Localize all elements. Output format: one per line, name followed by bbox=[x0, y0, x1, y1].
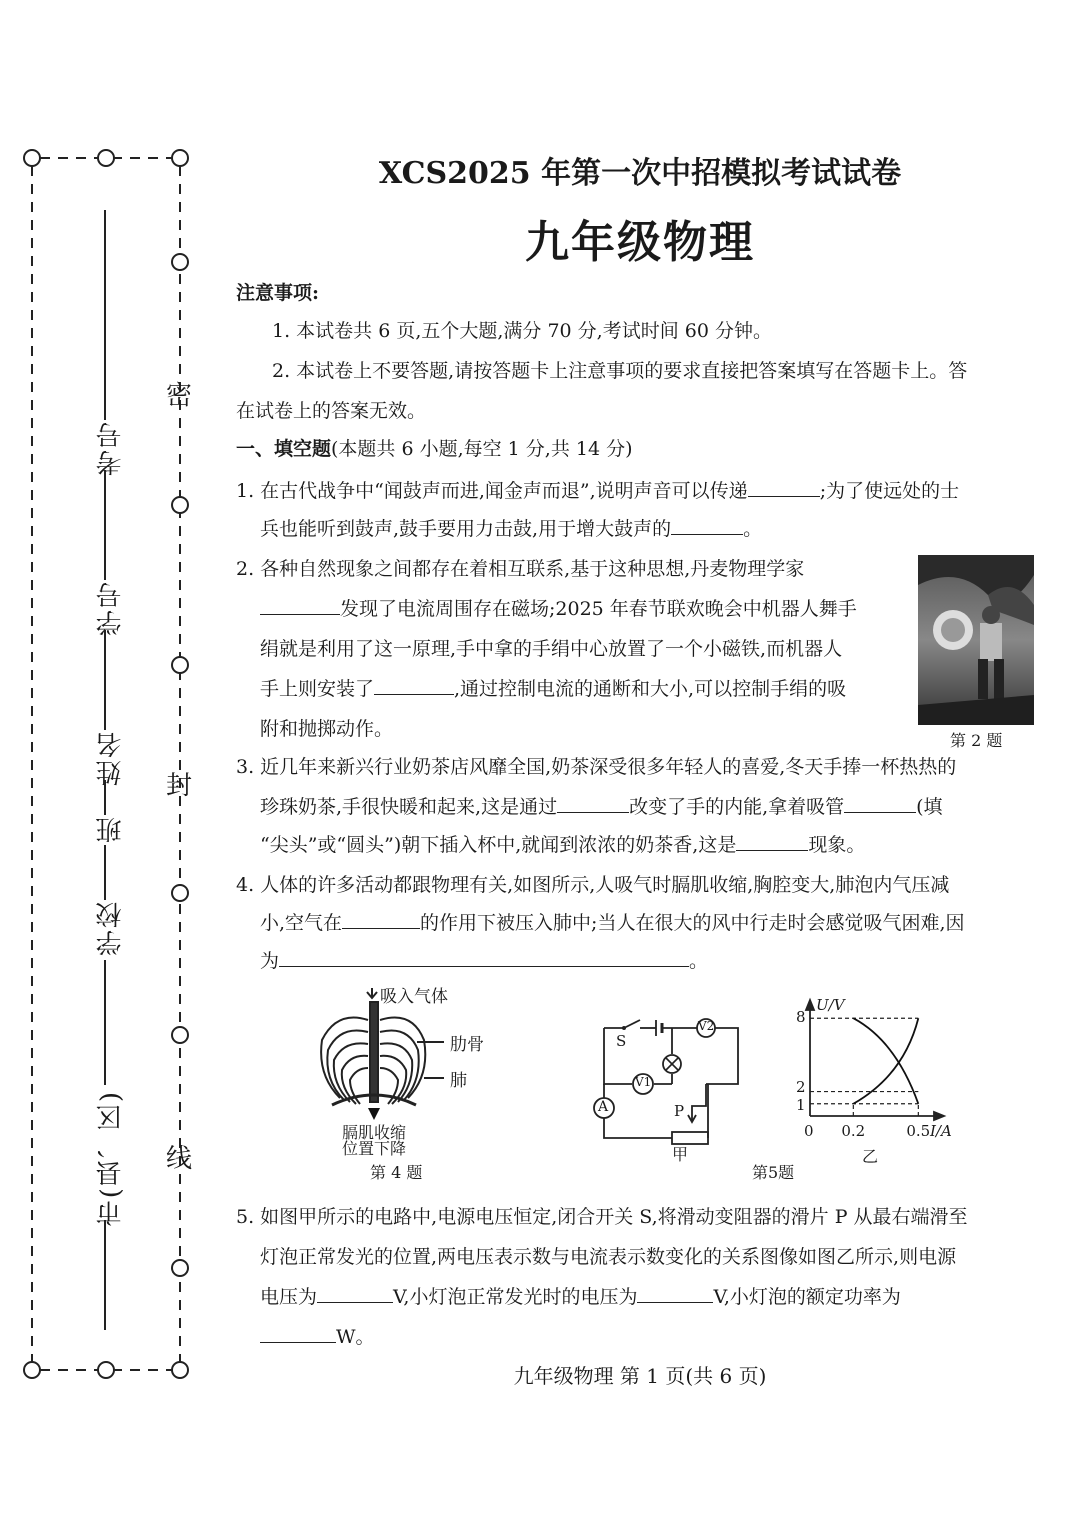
q5-line2: 灯泡正常发光的位置,两电压表示数与电流表示数变化的关系图像如图乙所示,则电源 bbox=[260, 1246, 957, 1268]
q2-text-d1: 手上则安装了 bbox=[260, 678, 375, 700]
school-line bbox=[104, 845, 106, 900]
notice-item-2: 2. 本试卷上不要答题,请按答题卡上注意事项的要求直接把答案填写在答题卡上。答 bbox=[272, 360, 968, 382]
q1-line1 bbox=[236, 476, 1044, 503]
kaohao-line bbox=[104, 210, 106, 420]
x-axis-arrow bbox=[934, 1112, 944, 1120]
y-axis-arrow bbox=[806, 1000, 814, 1010]
q3-blank-2 bbox=[844, 794, 916, 813]
notice-heading: 注意事项: bbox=[236, 282, 320, 304]
x-tick-label-0.2: 0.2 bbox=[841, 1122, 866, 1140]
q3-text-c2: 现象。 bbox=[808, 834, 866, 856]
q1-blank-2 bbox=[671, 516, 743, 535]
fig4-label-diaphragm-2: 位置下降 bbox=[342, 1139, 407, 1158]
city-line-2 bbox=[104, 1220, 106, 1330]
notice-item-1: 1. 本试卷共 6 页,五个大题,满分 70 分,考试时间 60 分钟。 bbox=[272, 320, 772, 342]
q2-text-d2: ,通过控制电流的通断和大小,可以控制手绢的吸 bbox=[454, 678, 847, 700]
fig5-graph bbox=[790, 996, 970, 1166]
q2-caption: 第 2 题 bbox=[950, 731, 1003, 750]
label-xuehao: 学号 bbox=[96, 580, 126, 636]
q4-blank-2 bbox=[279, 948, 689, 967]
label-city: 市(县、区) bbox=[96, 1090, 126, 1227]
q4-line1: 4. 人体的许多活动都跟物理有关,如图所示,人吸气时膈肌收缩,胸腔变大,肺泡内气压减 bbox=[236, 874, 950, 896]
page-footer: 九年级物理 第 1 页(共 6 页) bbox=[513, 1364, 767, 1388]
q1-line2 bbox=[260, 514, 1068, 541]
label-name: 姓名 bbox=[96, 730, 126, 786]
q4-blank-1 bbox=[342, 910, 420, 929]
seal-char-mi: 密 bbox=[166, 381, 193, 411]
voltmeter-v1-label: V1 bbox=[635, 1075, 652, 1089]
x-axis-label: I/A bbox=[930, 1122, 952, 1140]
q4-text-b2: 的作用下被压入肺中;当人在很大的风中行走时会感觉吸气困难,因 bbox=[420, 912, 965, 934]
q3-text-b2: 改变了手的内能,拿着吸管 bbox=[629, 796, 845, 818]
q2-line1: 2. 各种自然现象之间都存在着相互联系,基于这种思想,丹麦物理学家 bbox=[236, 558, 805, 580]
q2-line5: 附和抛掷动作。 bbox=[260, 718, 394, 740]
q3-text-c1: “尖头”或“圆头”)朝下插入杯中,就闻到浓浓的奶茶香,这是 bbox=[260, 834, 737, 856]
q3-blank-3 bbox=[736, 832, 808, 851]
binding-strip bbox=[0, 0, 200, 1527]
q2-line2 bbox=[260, 594, 910, 621]
q5-text-c3: V,小灯泡的额定功率为 bbox=[713, 1286, 901, 1308]
class-line bbox=[104, 780, 106, 815]
q5-blank-3 bbox=[260, 1324, 336, 1343]
q2-blank-1 bbox=[260, 596, 340, 615]
y-tick-label-2: 2 bbox=[796, 1077, 806, 1096]
q5-line3 bbox=[260, 1282, 1068, 1309]
switch-label: S bbox=[616, 1032, 627, 1050]
label-kaohao: 考号 bbox=[96, 420, 126, 476]
q3-blank-1 bbox=[557, 794, 629, 813]
y-axis-label: U/V bbox=[816, 996, 845, 1014]
seal-char-feng: 封 bbox=[166, 771, 193, 801]
xuehao-line bbox=[104, 470, 106, 580]
subject-title: 九年级物理 bbox=[525, 217, 755, 268]
q3-line2 bbox=[260, 792, 1068, 819]
q2-robot-photo bbox=[918, 555, 1034, 725]
fig5-circuit bbox=[580, 1010, 750, 1160]
q5-text-c2: V,小灯泡正常发光时的电压为 bbox=[393, 1286, 638, 1308]
series-line-2 bbox=[853, 1018, 918, 1104]
q4-text-b1: 小,空气在 bbox=[260, 912, 343, 934]
voltmeter-v2-label: V2 bbox=[698, 1019, 715, 1033]
section-heading bbox=[236, 434, 1044, 461]
q1-text-b: ;为了使远处的士 bbox=[819, 480, 960, 502]
ammeter-label: A bbox=[598, 1099, 609, 1115]
fig4-ribcage bbox=[312, 980, 502, 1180]
q4-text-c1: 为 bbox=[260, 950, 280, 972]
q5-blank-2 bbox=[637, 1284, 713, 1303]
slider-label: P bbox=[674, 1102, 685, 1120]
exam-title: XCS2025 年第一次中招模拟考试试卷 bbox=[378, 156, 902, 191]
section-title: 一、填空题 bbox=[236, 438, 332, 460]
name-line bbox=[104, 630, 106, 730]
fig4-label-diaphragm-1: 膈肌收缩 bbox=[342, 1123, 407, 1142]
y-tick-label-1: 1 bbox=[796, 1095, 806, 1114]
q5-blank-1 bbox=[317, 1284, 393, 1303]
q3-line3 bbox=[260, 830, 1068, 857]
fig4-label-lung: 肺 bbox=[450, 1071, 467, 1091]
fig4-caption: 第 4 题 bbox=[370, 1163, 423, 1182]
q4-text-c2: 。 bbox=[689, 950, 709, 972]
q3-text-b1: 珍珠奶茶,手很快暖和起来,这是通过 bbox=[260, 796, 558, 818]
q4-line2 bbox=[260, 908, 1068, 935]
fig4-label-rib: 肋骨 bbox=[450, 1035, 484, 1055]
q5-text-c1: 电压为 bbox=[260, 1286, 318, 1308]
q1-blank-1 bbox=[748, 478, 820, 497]
series-line-1 bbox=[853, 1018, 918, 1104]
q3-text-b3: (填 bbox=[916, 796, 943, 818]
fig5-label-jia: 甲 bbox=[672, 1145, 689, 1164]
q1-text-d: 。 bbox=[743, 518, 763, 540]
label-class: 班 bbox=[96, 815, 126, 843]
origin-label: 0 bbox=[804, 1122, 814, 1140]
q4-line3 bbox=[260, 946, 1068, 973]
q2-text-b: 发现了电流周围存在磁场;2025 年春节联欢晚会中机器人舞手 bbox=[340, 598, 857, 620]
y-tick-label-8: 8 bbox=[796, 1008, 806, 1027]
label-school: 学校 bbox=[96, 900, 126, 956]
q2-blank-2 bbox=[374, 676, 454, 695]
q2-line3: 绢就是利用了这一原理,手中拿的手绢中心放置了一个小磁铁,而机器人 bbox=[260, 638, 843, 660]
q5-line1: 5. 如图甲所示的电路中,电源电压恒定,闭合开关 S,将滑动变阻器的滑片 P 从最右端滑至 bbox=[236, 1206, 968, 1228]
q1-text-c: 兵也能听到鼓声,鼓手要用力击鼓,用于增大鼓声的 bbox=[260, 518, 672, 540]
section-detail: (本题共 6 小题,每空 1 分,共 14 分) bbox=[331, 438, 633, 460]
city-line bbox=[104, 960, 106, 1085]
x-tick-label-0.5: 0.5 bbox=[906, 1122, 931, 1140]
fig4-label-inhale: 吸入气体 bbox=[380, 987, 448, 1007]
q5-text-d: W。 bbox=[336, 1326, 375, 1348]
fig5-label-yi: 乙 bbox=[862, 1147, 879, 1166]
fig5-caption: 第5题 bbox=[752, 1163, 795, 1182]
q5-line4 bbox=[260, 1322, 1068, 1349]
q1-text-a: 1. 在古代战争中“闻鼓声而进,闻金声而退”,说明声音可以传递 bbox=[236, 480, 748, 502]
q3-line1: 3. 近几年来新兴行业奶茶店风靡全国,奶茶深受很多年轻人的喜爱,冬天手捧一杯热热的 bbox=[236, 756, 957, 778]
seal-char-xian: 线 bbox=[166, 1144, 193, 1174]
q2-line4 bbox=[260, 674, 910, 701]
notice-item-2-cont: 在试卷上的答案无效。 bbox=[236, 400, 427, 422]
